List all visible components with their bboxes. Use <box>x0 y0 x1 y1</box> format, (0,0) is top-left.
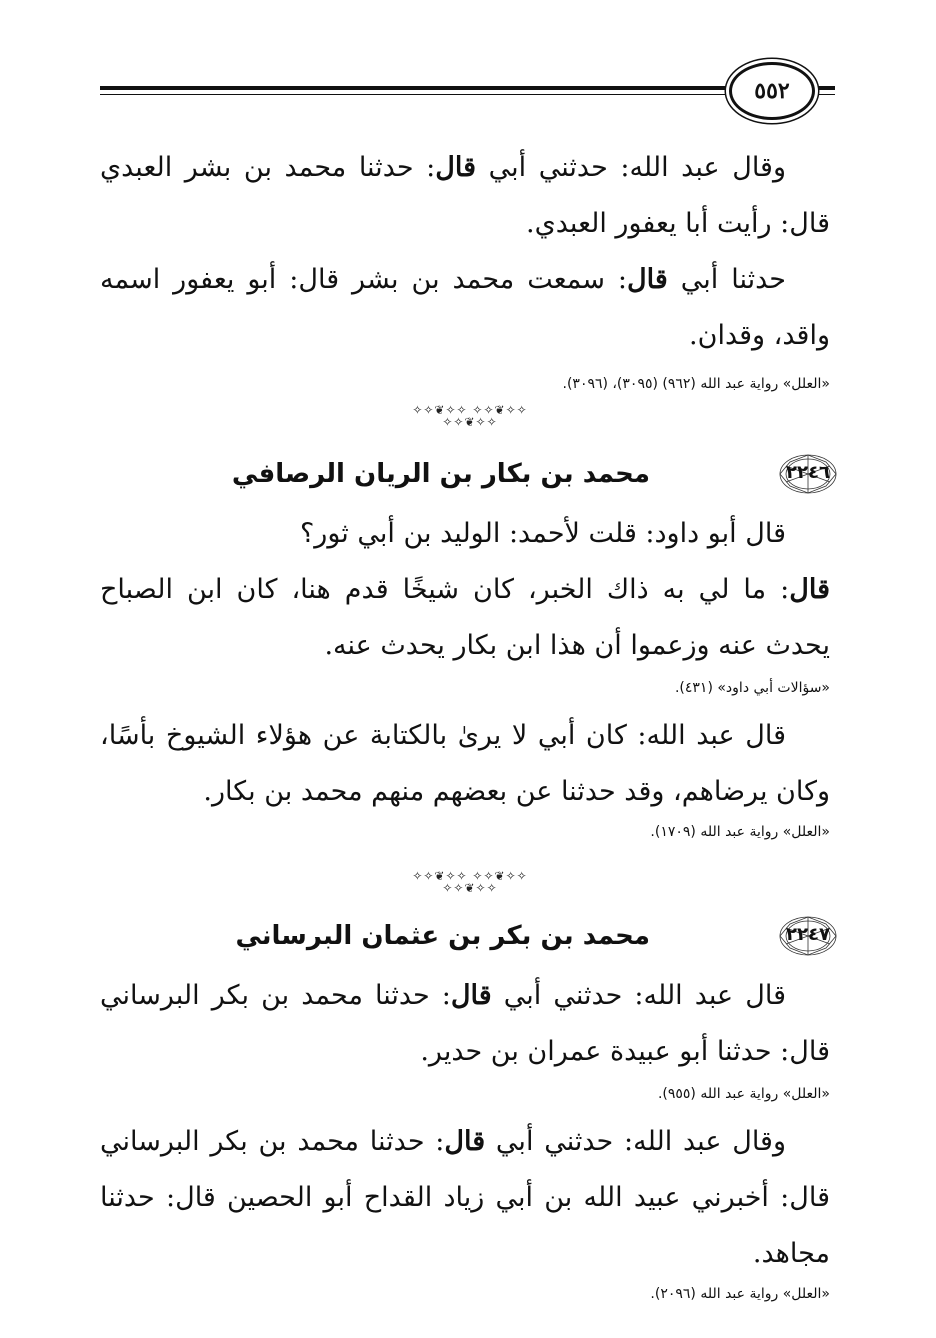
text: وقال عبد الله: حدثني أبي <box>476 152 786 183</box>
entry-number: ٢٢٤٧ <box>786 924 830 945</box>
entry-number: ٢٢٤٦ <box>786 462 830 483</box>
text: حدثنا أبي <box>667 264 786 295</box>
text: : ما لي به ذاك الخبر، كان شيخًا قدم هنا، كان ابن الصباح يحدث عنه وزعموا أن هذا ابن بكار يحدث عنه. <box>100 574 830 661</box>
entry-body <box>100 506 830 844</box>
text: : حدثنا محمد بن بكر البرساني قال: حدثنا أبو عبيدة عمران بن حدير. <box>100 980 830 1067</box>
text: قال عبد الله: حدثني أبي <box>491 980 786 1011</box>
rosette-badge-icon <box>776 452 840 496</box>
bold-word: قال <box>435 152 477 183</box>
text: وقال عبد الله: حدثني أبي <box>485 1126 786 1157</box>
entry-title: محمد بن بكر بن عثمان البرساني <box>235 921 650 951</box>
bold-word: قال <box>450 980 492 1011</box>
text: : سمعت محمد بن بشر قال: أبو يعفور اسمه واقد، وقدان. <box>100 264 830 351</box>
paragraph: قال عبد الله: كان أبي لا يرىٰ بالكتابة عن هؤلاء الشيوخ بأسًا، وكان يرضاهم، وقد حدثنا عن بعضهم منهم محمد بن بكار. <box>100 720 830 807</box>
source-reference: «سؤالات أبي داود» (٤٣١). <box>674 680 830 696</box>
source-reference: «العلل» رواية عبد الله (٩٦٢) (٣٠٩٥)، (٣٠٩٦). <box>562 376 830 392</box>
page-number: ٥٥٢ <box>729 62 815 120</box>
bold-word: قال <box>789 574 830 605</box>
text: : حدثنا محمد بن بشر العبدي قال: رأيت أبا يعفور العبدي. <box>100 152 830 239</box>
source-reference: «العلل» رواية عبد الله (١٧٠٩). <box>650 824 830 840</box>
bold-word: قال <box>627 264 668 295</box>
paragraph <box>100 1114 830 1282</box>
source-reference: «العلل» رواية عبد الله (٢٠٩٦). <box>650 1286 830 1302</box>
page-header <box>100 60 835 120</box>
text: : حدثنا محمد بن بكر البرساني قال: أخبرني عبيد الله بن أبي زياد القداح أبو الحصين قال: حدثنا مجاهد. <box>100 1126 830 1269</box>
entry-heading <box>100 914 840 960</box>
entry-heading <box>100 452 840 498</box>
source-reference: «العلل» رواية عبد الله (٩٥٥). <box>657 1086 830 1102</box>
rosette-badge-icon <box>776 914 840 958</box>
section-continuation <box>100 140 830 396</box>
ornament-divider-icon: ✧✧❦✧✧ ✧✧❦✧✧ ✧✧❦✧✧ <box>412 869 528 895</box>
header-rule-thin <box>100 94 835 95</box>
ornament-divider-icon: ✧✧❦✧✧ ✧✧❦✧✧ ✧✧❦✧✧ <box>412 403 528 429</box>
header-rule-thick <box>100 86 835 90</box>
paragraph <box>100 252 830 364</box>
bold-word: قال <box>444 1126 486 1157</box>
entry-title: محمد بن بكار بن الريان الرصافي <box>231 459 650 489</box>
paragraph <box>100 968 830 1080</box>
paragraph: قال أبو داود: قلت لأحمد: الوليد بن أبي ثور؟ <box>299 518 786 549</box>
paragraph <box>100 140 830 252</box>
entry-body <box>100 968 830 1306</box>
paragraph <box>100 562 830 674</box>
